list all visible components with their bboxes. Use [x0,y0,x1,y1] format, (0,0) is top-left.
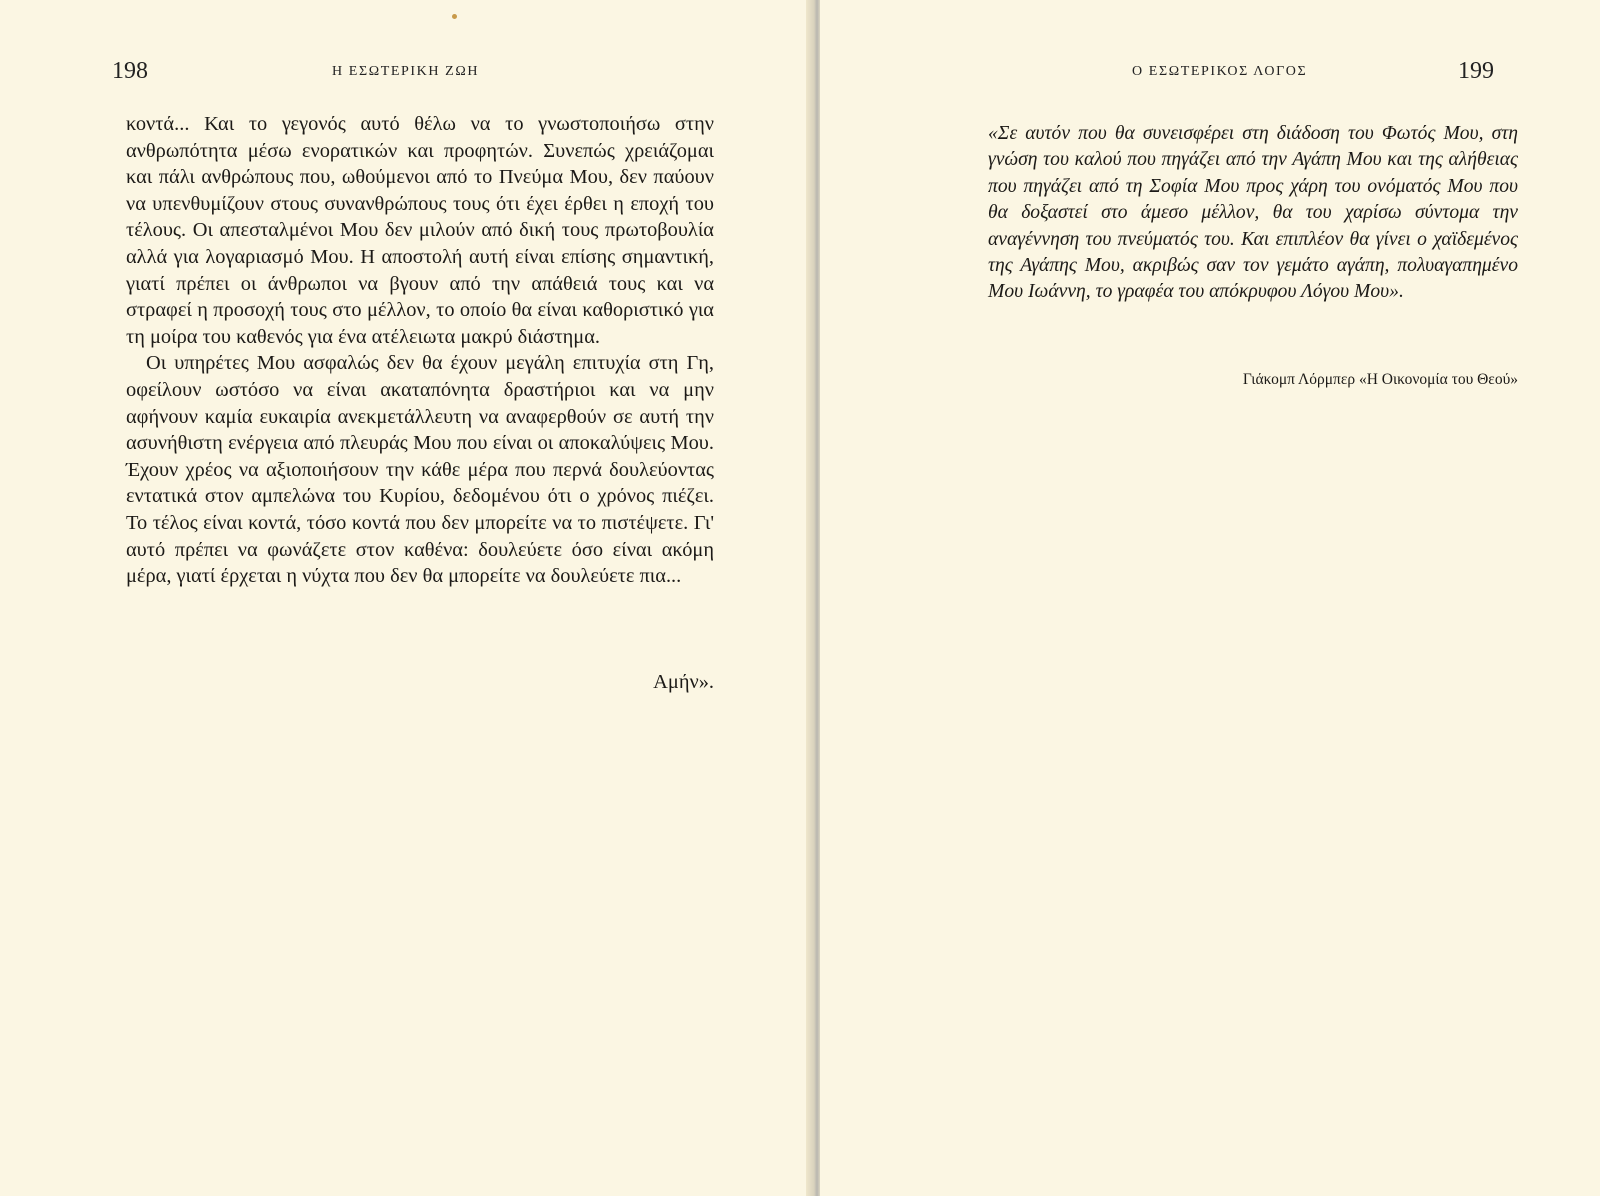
closing-line: Αμήν». [653,671,714,693]
paragraph-2: Οι υπηρέτες Μου ασφαλώς δεν θα έχουν μεγάλη επιτυχία στη Γη, οφείλουν ωστόσο να είναι ακαταπόνητα δραστήριοι και να μην αφήνουν καμία ευκαιρία ανεκμετάλλευτη να αναφερθούν σε αυτή την ασυνήθιστη ενέργεια από πλευράς Μου που είναι οι αποκαλύψεις Μου. Έχουν χρέος να αξιοποιήσουν την κάθε μέρα που περνά δουλεύοντας εντατικά στον αμπελώνα του Κυρίου, δεδομένου ότι ο χρόνος πιέζει. Το τέλος είναι κοντά, τόσο κοντά που δεν μπορείτε να το πιστέψετε. Γι' αυτό πρέπει να φωνάζετε στον καθένα: δουλεύετε όσο είναι ακόμη μέρα, γιατί έρχεται η νύχτα που δεν θα μπορείτε να δουλεύετε πια... [126,352,714,588]
running-head-left: Η ΕΣΩΤΕΡΙΚΗ ΖΩΗ [332,64,480,79]
running-head-right: Ο ΕΣΩΤΕΡΙΚΟΣ ΛΟΓΟΣ [1132,64,1308,79]
body-text [126,111,714,590]
page-number-left: 198 [112,58,148,84]
epigraph-quote: «Σε αυτόν που θα συνεισφέρει στη διάδοση του Φωτός Μου, στη γνώση του καλού που πηγάζει από την Αγάπη Μου και της αλήθειας που πηγάζει από τη Σοφία Μου προς χάρη του ονόματός Μου που θα δοξαστεί στο άμεσο μέλλον, θα του χαρίσω σύντομα την αναγέννηση του πνεύματός του. Και επιπλέον θα γίνει ο χαϊδεμένος της Αγάπης Μου, ακριβώς σαν τον γεμάτο αγάπη, πολυαγαπημένο Μου Ιωάννη, το γραφέα του απόκρυφου Λόγου Μου». [988,123,1518,303]
quote-attribution: Γιάκομπ Λόρμπερ «Η Οικονομία του Θεού» [1242,371,1518,388]
print-mark [452,14,457,19]
page-number-right: 199 [1458,58,1494,84]
paragraph-1: κοντά... Και το γεγονός αυτό θέλω να το γνωστοποιήσω στην ανθρωπότητα μέσω ενορατικών και προφητών. Συνεπώς χρειάζομαι και πάλι ανθρώπους που, ωθούμενοι από το Πνεύμα Μου, δεν παύουν να υπενθυμίζουν στους συνανθρώπους τους ότι έχει έρθει η εποχή του τέλους. Οι απεσταλμένοι Μου δεν μιλούν από δική τους πρωτοβουλία αλλά για λογαριασμό Μου. Η αποστολή αυτή είναι επίσης σημαντική, γιατί πρέπει οι άνθρωποι να βγουν από την απάθειά τους και να στραφεί η προσοχή τους στο μέλλον, το οποίο θα είναι καθοριστικό για τη μοίρα του καθενός για ένα ατέλειωτα μακρύ διάστημα. [126,113,714,348]
